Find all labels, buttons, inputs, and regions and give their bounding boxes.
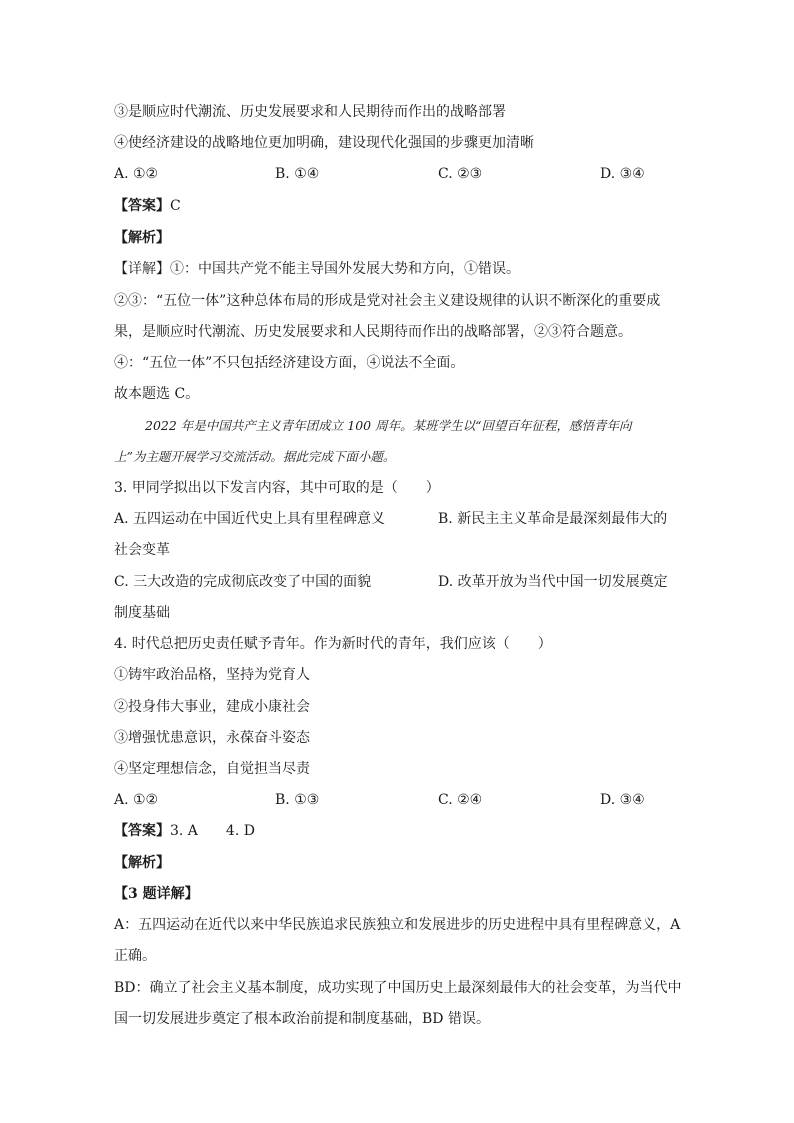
q2-option-c: C. ②③: [438, 166, 483, 182]
q4-item-3: ③增强忧患意识，永葆奋斗姿态: [114, 730, 310, 746]
q2-detail-line: 果，是顺应时代潮流、历史发展要求和人民期待而作出的战略部署，②③符合题意。: [114, 324, 632, 340]
q3-detail-line: BD：确立了社会主义基本制度，成功实现了中国历史上最深刻最伟大的社会变革，为当代中: [114, 980, 682, 996]
q2-item-4: ④使经济建设的战略地位更加明确，建设现代化强国的步骤更加清晰: [114, 135, 534, 151]
analysis-label: 【解析】: [114, 855, 170, 871]
q4-options: [114, 791, 654, 809]
answer-label: 【答案】: [114, 823, 170, 839]
q34-answer: [114, 822, 255, 840]
answer-value: C: [170, 198, 181, 214]
q2-answer: [114, 197, 181, 215]
q2-options: [114, 165, 654, 183]
material-line: 2022 年是中国共产主义青年团成立 100 周年。某班学生以“回望百年征程，感悟青年向: [145, 418, 632, 433]
q3-option-d: D. 改革开放为当代中国一切发展奠定: [438, 574, 668, 590]
q3-options-row: [114, 573, 668, 591]
analysis-label: 【解析】: [114, 230, 170, 246]
q3-option-b: B. 新民主主义革命是最深刻最伟大的: [438, 511, 668, 527]
q3-stem: 3. 甲同学拟出以下发言内容，其中可取的是（ ）: [114, 480, 440, 496]
q3-option-c: C. 三大改造的完成彻底改变了中国的面貌: [114, 574, 372, 590]
q2-option-b: B. ①④: [275, 166, 320, 182]
q2-option-a: A. ①②: [114, 166, 159, 182]
q3-detail-label: 【3 题详解】: [114, 886, 199, 902]
q3-option-a: A. 五四运动在中国近代史上具有里程碑意义: [114, 511, 386, 527]
q4-item-2: ②投身伟大事业，建成小康社会: [114, 699, 310, 715]
q4-item-1: ①铸牢政治品格，坚持为党育人: [114, 667, 310, 683]
q2-detail-line: ④：“五位一体”不只包括经济建设方面，④说法不全面。: [114, 355, 465, 371]
q2-conclusion: 故本题选 C。: [114, 386, 200, 402]
q4-stem: 4. 时代总把历史责任赋予青年。作为新时代的青年，我们应该（ ）: [114, 636, 552, 652]
material-line: 上”为主题开展学习交流活动。据此完成下面小题。: [114, 449, 396, 464]
q2-detail-line: ②③：“五位一体”这种总体布局的形成是党对社会主义建设规律的认识不断深化的重要成: [114, 293, 661, 309]
q3-detail-line: 正确。: [114, 948, 156, 964]
q3-detail-line: 国一切发展进步奠定了根本政治前提和制度基础，BD 错误。: [114, 1011, 490, 1027]
q4-option-a: A. ①②: [114, 792, 159, 808]
q4-item-4: ④坚定理想信念，自觉担当尽责: [114, 761, 310, 777]
q3-options-row: [114, 510, 668, 528]
answer-value: 3. A 4. D: [170, 823, 255, 839]
q2-option-d: D. ③④: [600, 166, 645, 182]
q3-option-b-cont: 社会变革: [114, 542, 170, 558]
q2-item-3: ③是顺应时代潮流、历史发展要求和人民期待而作出的战略部署: [114, 104, 506, 120]
q3-option-d-cont: 制度基础: [114, 605, 170, 621]
q4-option-c: C. ②④: [438, 792, 483, 808]
q3-detail-line: A：五四运动在近代以来中华民族追求民族独立和发展进步的历史进程中具有里程碑意义，A: [114, 917, 681, 933]
answer-label: 【答案】: [114, 198, 170, 214]
q2-detail-line: 【详解】①：中国共产党不能主导国外发展大势和方向，①错误。: [114, 261, 520, 277]
q4-option-d: D. ③④: [600, 792, 645, 808]
q4-option-b: B. ①③: [275, 792, 320, 808]
